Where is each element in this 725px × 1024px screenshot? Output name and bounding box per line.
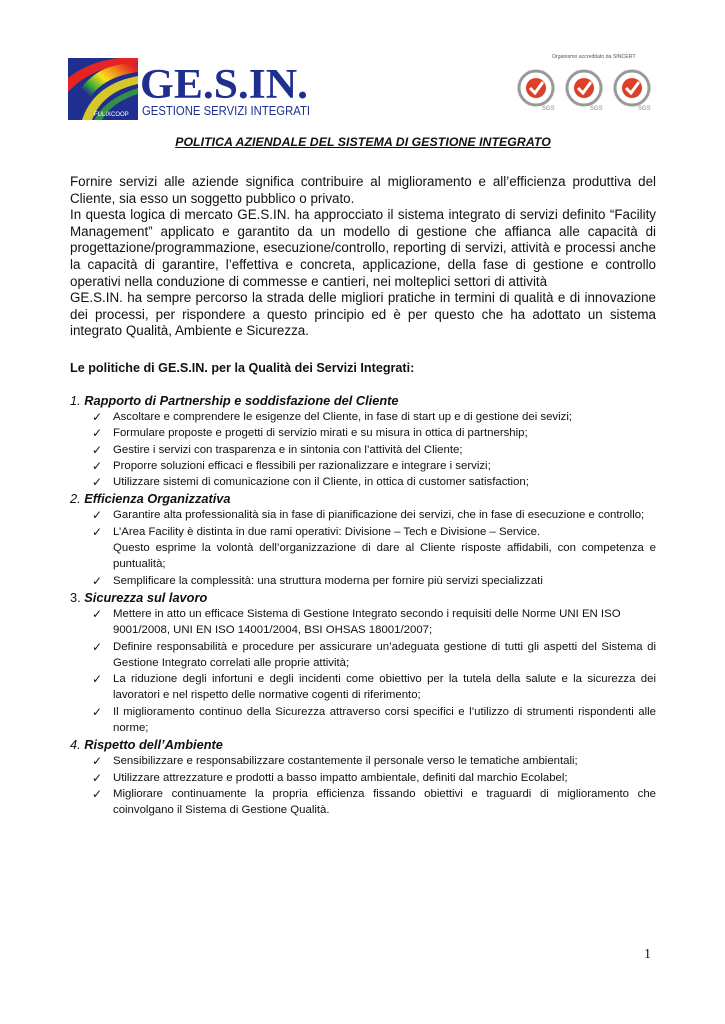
list-item: ✓ Utilizzare attrezzature e prodotti a basso impatto ambientale, definiti dal marchio Ecolabel; bbox=[92, 770, 568, 785]
section-3-list bbox=[70, 606, 656, 736]
list-item: ✓ Semplificare la complessità: una struttura moderna per fornire più servizi specializzati bbox=[92, 573, 543, 588]
check-icon: ✓ bbox=[92, 442, 103, 457]
list-item: ✓ Mettere in atto un efficace Sistema di Gestione Integrato secondo i requisiti delle Norme UNI EN ISO 9001/2008, UNI EN ISO 14001/2004, BSI OHSAS 18001/2007; bbox=[92, 606, 621, 637]
check-icon: ✓ bbox=[92, 672, 103, 687]
logo-brand: GE.S.IN. bbox=[140, 62, 308, 108]
section-2-heading bbox=[70, 490, 656, 507]
logo-subtitle: GESTIONE SERVIZI INTEGRATI bbox=[142, 104, 310, 118]
list-item: ✓ Gestire i servizi con trasparenza e in sintonia con l’attività del Cliente; bbox=[92, 442, 463, 457]
check-icon: ✓ bbox=[92, 524, 103, 539]
rainbow-logo bbox=[68, 58, 138, 120]
check-icon: ✓ bbox=[92, 704, 103, 719]
section-title: Rapporto di Partnership e soddisfazione del Cliente bbox=[84, 392, 399, 408]
section-number: 3. bbox=[70, 589, 81, 605]
policies-heading: Le politiche di GE.S.IN. per la Qualità dei Servizi Integrati: bbox=[70, 360, 415, 375]
check-icon: ✓ bbox=[92, 426, 103, 441]
check-icon: ✓ bbox=[92, 770, 103, 785]
cert-caption: Organismo accreditato da SINCERT bbox=[552, 54, 636, 60]
certification-seal bbox=[516, 50, 658, 114]
intro-paragraph-3: GE.S.IN. ha sempre percorso la strada delle migliori pratiche in termini di qualità e di innovazione dei processi, per rispondere a questo principio ed è per questo che ha adottato un sistema integrato Qualità, Ambiente e Sicurezza. bbox=[70, 290, 656, 339]
list-item: ✓ Sensibilizzare e responsabilizzare costantemente il personale verso le tematiche ambientali; bbox=[92, 754, 578, 769]
check-icon: ✓ bbox=[92, 508, 103, 523]
check-icon: ✓ bbox=[92, 409, 103, 424]
page-number: 1 bbox=[644, 947, 651, 962]
gesin-logo bbox=[68, 58, 316, 120]
list-item: ✓ Ascoltare e comprendere le esigenze del Cliente, in fase di start up e di gestione dei sevizi; bbox=[92, 409, 573, 424]
check-icon: ✓ bbox=[92, 606, 103, 621]
list-item: ✓ Garantire alta professionalità sia in fase di pianificazione dei servizi, che in fase di esecuzione e controllo; bbox=[92, 508, 645, 523]
list-item: ✓ Definire responsabilità e procedure per assicurare un’adeguata gestione di tutti gli aspetti del Sistema di Gestione Integrato correlati alle proprie attività; bbox=[92, 639, 656, 669]
logo-badge: FULIXCOOP bbox=[94, 112, 129, 118]
section-title: Rispetto dell’Ambiente bbox=[84, 737, 223, 753]
list-item: ✓ Utilizzare sistemi di comunicazione con il Cliente, in ottica di customer satisfaction; bbox=[92, 475, 529, 490]
intro-paragraph-1: Fornire servizi alle aziende significa contribuire al miglioramento e all’efficienza produttiva del Cliente, sia esso un soggetto pubblico o privato. bbox=[70, 174, 656, 206]
cert-seal-3 bbox=[615, 71, 651, 112]
section-title: Sicurezza sul lavoro bbox=[84, 589, 208, 605]
list-item: ✓ Migliorare continuamente la propria efficienza fissando obiettivi e traguardi di miglioramento che coinvolgano il Sistema di Gestione Qualità. bbox=[92, 786, 656, 817]
cert-label-2: SGS bbox=[590, 106, 603, 112]
list-item-continuation: Questo esprime la volontà dell’organizzazione di dare al Cliente risposte affidabili, con competenza e puntualità; bbox=[113, 542, 656, 571]
section-4-list bbox=[70, 753, 656, 818]
document-body bbox=[70, 134, 656, 818]
list-item: ✓ Il miglioramento continuo della Sicurezza attraverso corsi specifici e l’utilizzo di strumenti rispondenti alle norme; bbox=[92, 704, 656, 734]
list-item: ✓ Proporre soluzioni efficaci e flessibili per razionalizzare e integrare i servizi; bbox=[92, 458, 491, 473]
check-icon: ✓ bbox=[92, 639, 103, 654]
check-icon: ✓ bbox=[92, 573, 103, 588]
section-2-list bbox=[70, 507, 656, 588]
document-title: POLITICA AZIENDALE DEL SISTEMA DI GESTIONE INTEGRATO bbox=[175, 135, 551, 149]
section-1-heading bbox=[70, 392, 656, 409]
list-item: ✓ L’Area Facility è distinta in due rami operativi: Divisione – Tech e Divisione – Service. Questo esprime la volontà dell’organizzazione di dare al Cliente risposte affidabili, con competenza e puntualità; bbox=[92, 524, 656, 573]
check-icon: ✓ bbox=[92, 458, 103, 473]
section-3-heading bbox=[70, 589, 656, 606]
list-item: ✓ La riduzione degli infortuni e degli incidenti come obiettivo per la tutela della salute e la sicurezza dei lavoratori e nel rispetto delle normative cogenti di riferimento; bbox=[92, 672, 656, 702]
section-number: 1. bbox=[70, 392, 81, 408]
intro-paragraph-2: In questa logica di mercato GE.S.IN. ha approcciato il sistema integrato di servizi definito “Facility Management” applicato e garantito da un modello di gestione che affianca alle capacità di progettazione/programmazione, esecuzione/controllo, reporting di servizi, attività e processi anche la capacità di garantire, l’effettiva e concreta, applicazione, della fase di gestione e controllo operativi nella conduzione di commesse e cantieri, nei molteplici settori di attività bbox=[70, 207, 656, 289]
check-icon: ✓ bbox=[92, 475, 103, 490]
section-number: 2. bbox=[70, 491, 81, 507]
cert-label-3: SGS bbox=[638, 106, 651, 112]
section-1-list bbox=[70, 409, 656, 490]
check-icon: ✓ bbox=[92, 754, 103, 769]
cert-seal-1 bbox=[519, 71, 555, 112]
check-icon: ✓ bbox=[92, 786, 103, 801]
list-item: ✓ Formulare proposte e progetti di servizio mirati e su misura in ottica di partnership; bbox=[92, 426, 528, 441]
cert-seal-2 bbox=[567, 71, 603, 112]
section-4-heading bbox=[70, 736, 656, 753]
section-title: Efficienza Organizzativa bbox=[84, 491, 231, 507]
section-number: 4. bbox=[70, 737, 81, 753]
cert-label-1: SGS bbox=[542, 106, 555, 112]
